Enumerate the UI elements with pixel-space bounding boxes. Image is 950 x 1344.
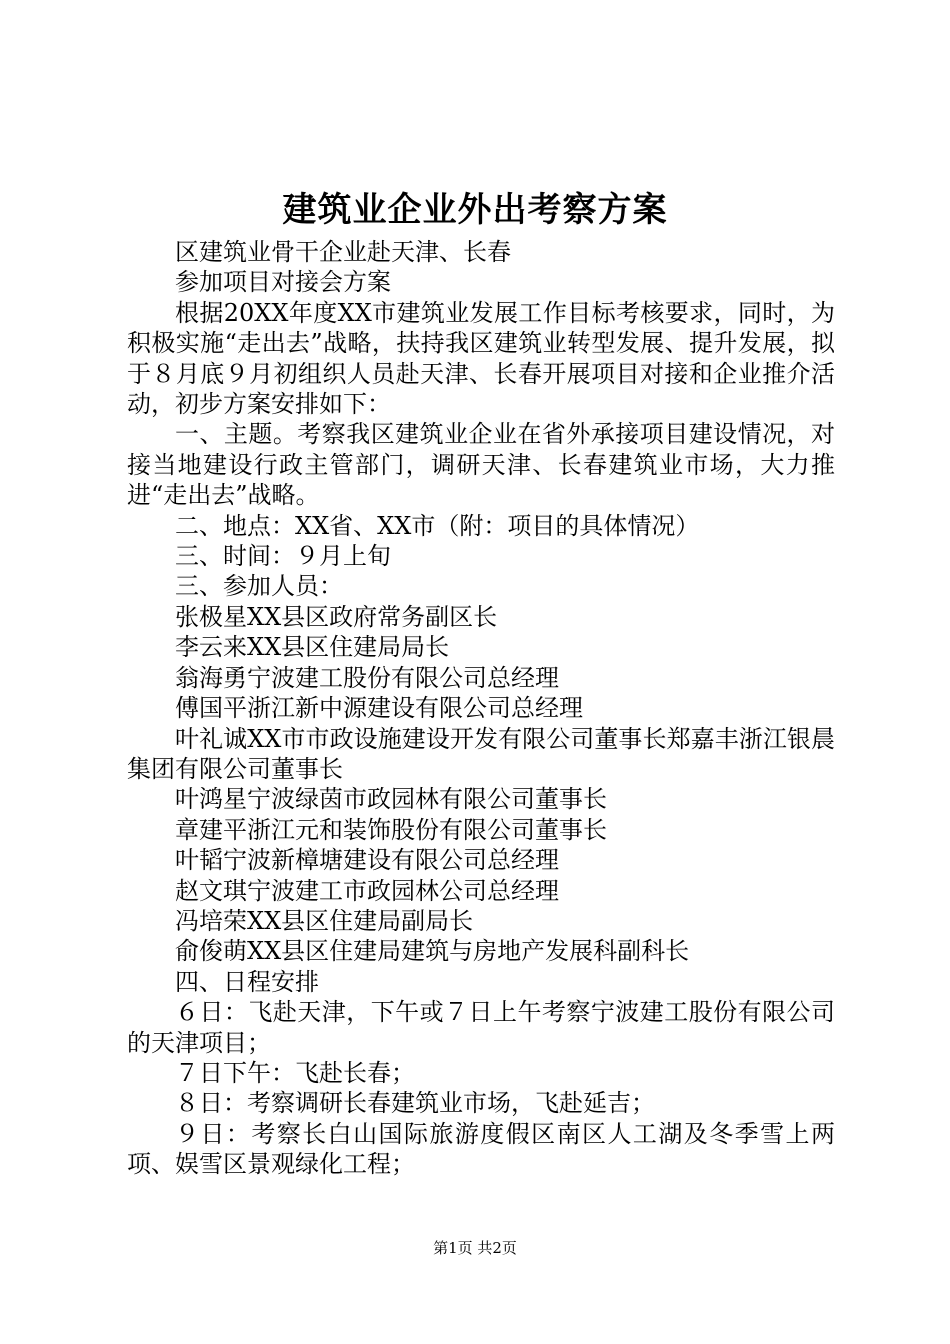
paragraph: 一、主题。考察我区建筑业企业在省外承接项目建设情况，对接当地建设行政主管部门，调研天津、长春建筑业市场，大力推进“走出去”战略。: [127, 420, 835, 510]
paragraph: 二、地点：XX省、XX市（附：项目的具体情况）: [175, 511, 700, 540]
paragraph: 叶礼诚XX市市政设施建设开发有限公司董事长郑嘉丰浙江银晨集团有限公司董事长: [127, 724, 835, 783]
paragraph: 李云来XX县区住建局局长: [175, 633, 450, 662]
paragraph: ９日：考察长白山国际旅游度假区南区人工湖及冬季雪上两项、娱雪区景观绿化工程；: [127, 1119, 835, 1179]
paragraph: 三、参加人员：: [175, 572, 343, 601]
document-title: 建筑业企业外出考察方案: [282, 190, 668, 230]
paragraph: ８日：考察调研长春建筑业市场，飞赴延吉；: [175, 1089, 655, 1118]
paragraph: 三、时间：９月上旬: [175, 542, 391, 571]
document-body: [127, 237, 835, 1180]
paragraph: 翁海勇宁波建工股份有限公司总经理: [175, 663, 559, 692]
paragraph: 参加项目对接会方案: [175, 268, 391, 297]
paragraph: 冯培荣XX县区住建局副局长: [175, 906, 474, 935]
paragraph: 张极星XX县区政府常务副区长: [175, 602, 498, 631]
paragraph: 叶鸿星宁波绿茵市政园林有限公司董事长: [175, 785, 607, 814]
paragraph: 章建平浙江元和装饰股份有限公司董事长: [175, 815, 607, 844]
paragraph: ７日下午：飞赴长春；: [175, 1058, 415, 1087]
page-footer: 第1页 共2页: [433, 1239, 517, 1257]
paragraph: 四、日程安排: [175, 967, 319, 996]
paragraph: 根据20XX年度XX市建筑业发展工作目标考核要求，同时，为积极实施“走出去”战略，扶持我区建筑业转型发展、提升发展，拟于８月底９月初组织人员赴天津、长春开展项目对接和企业推介活动，初步方案安排如下：: [127, 298, 835, 419]
paragraph: 俞俊萌XX县区住建局建筑与房地产发展科副科长: [175, 937, 690, 966]
paragraph: 叶韬宁波新樟塘建设有限公司总经理: [175, 846, 559, 875]
paragraph: 傅国平浙江新中源建设有限公司总经理: [175, 694, 583, 723]
paragraph: 赵文琪宁波建工市政园林公司总经理: [175, 876, 559, 905]
paragraph: ６日：飞赴天津，下午或７日上午考察宁波建工股份有限公司的天津项目；: [127, 998, 835, 1057]
paragraph: 区建筑业骨干企业赴天津、长春: [175, 238, 511, 266]
